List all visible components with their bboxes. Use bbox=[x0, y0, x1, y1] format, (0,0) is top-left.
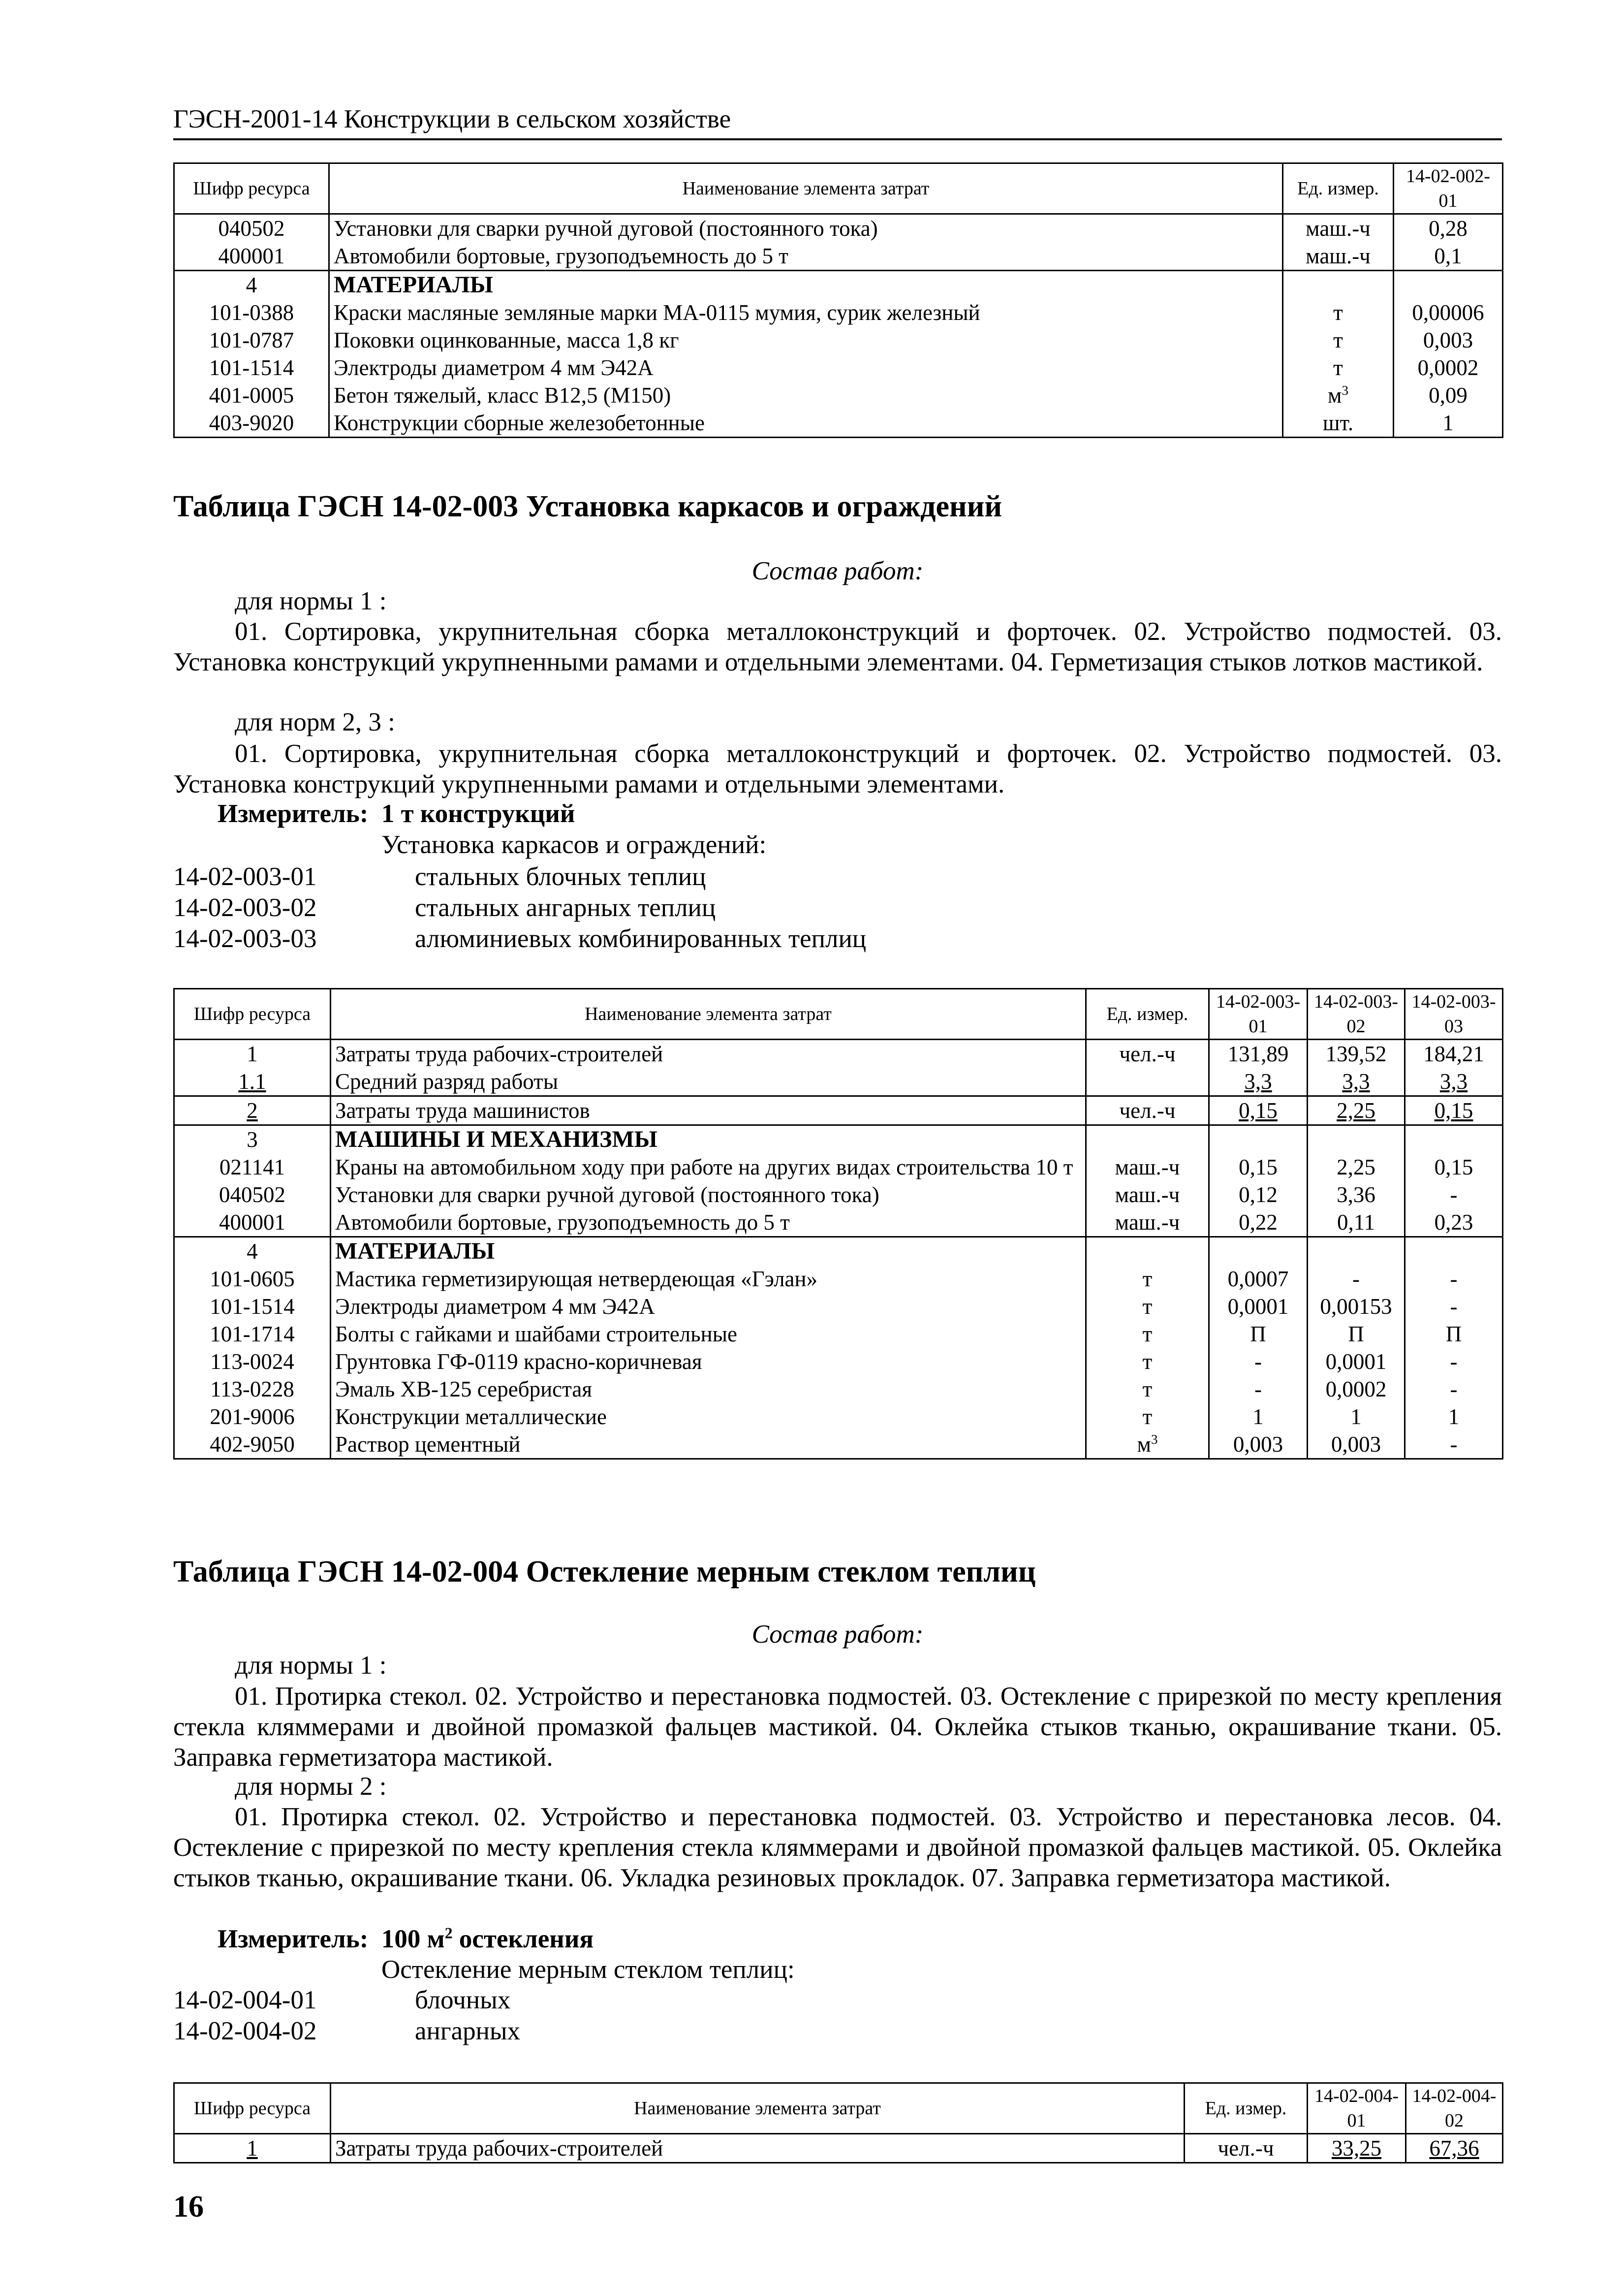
norm-value: 1 bbox=[1394, 409, 1503, 438]
resource-name: Средний разряд работы bbox=[331, 1068, 1086, 1096]
unit: маш.-ч bbox=[1086, 1208, 1209, 1237]
resource-code: 403-9020 bbox=[174, 409, 329, 438]
table-row bbox=[174, 1153, 1503, 1181]
resource-name: Бетон тяжелый, класс В12,5 (М150) bbox=[329, 382, 1283, 409]
norm-value: 3,3 bbox=[1308, 1068, 1405, 1096]
norm-name: стальных блочных теплиц bbox=[415, 862, 706, 891]
norm-value: - bbox=[1209, 1348, 1308, 1375]
resource-name: Автомобили бортовые, грузоподъемность до 5 т bbox=[331, 1208, 1086, 1237]
resource-name: Автомобили бортовые, грузоподъемность до 5 т bbox=[329, 242, 1283, 271]
table-row bbox=[174, 1348, 1503, 1375]
col-header-norm: 14-02-002-01 bbox=[1394, 163, 1503, 214]
table-header-row bbox=[174, 163, 1503, 214]
norm-value: 3,3 bbox=[1209, 1068, 1308, 1096]
unit: маш.-ч bbox=[1283, 214, 1394, 243]
norm-value: 0,22 bbox=[1209, 1208, 1308, 1237]
norm-label: для нормы 1 : bbox=[235, 587, 387, 615]
meter bbox=[218, 798, 575, 829]
resource-name: Поковки оцинкованные, масса 1,8 кг bbox=[329, 326, 1283, 354]
unit: т bbox=[1086, 1403, 1209, 1431]
table-header-row bbox=[174, 989, 1503, 1040]
norm-value: - bbox=[1405, 1293, 1503, 1320]
norm-value: 67,36 bbox=[1406, 2134, 1503, 2163]
table-row bbox=[174, 354, 1503, 382]
norm-value: 0,15 bbox=[1209, 1153, 1308, 1181]
resource-table-14-02-003 bbox=[173, 988, 1503, 1460]
norm-value: 3,3 bbox=[1405, 1068, 1503, 1096]
norm-value: П bbox=[1209, 1320, 1308, 1348]
running-header: ГЭСН-2001-14 Конструкции в сельском хозяйстве bbox=[173, 105, 731, 133]
meter-label: Измеритель: bbox=[218, 799, 369, 828]
col-header-name: Наименование элемента затрат bbox=[329, 163, 1283, 214]
resource-code: 402-9050 bbox=[174, 1431, 331, 1459]
meter-value: 100 м bbox=[381, 1925, 445, 1953]
norm-value bbox=[1405, 1125, 1503, 1154]
norm-value: 0,23 bbox=[1405, 1208, 1503, 1237]
unit: маш.-ч bbox=[1086, 1181, 1209, 1208]
col-header-norm: 14-02-004-02 bbox=[1406, 2083, 1503, 2134]
table-row bbox=[174, 1375, 1503, 1403]
unit: чел.-ч bbox=[1086, 1040, 1209, 1068]
norm-value: 0,003 bbox=[1209, 1431, 1308, 1459]
resource-name: Электроды диаметром 4 мм Э42А bbox=[329, 354, 1283, 382]
norm-value bbox=[1308, 1237, 1405, 1266]
col-header-unit: Ед. измер. bbox=[1185, 2083, 1308, 2134]
col-header-name: Наименование элемента затрат bbox=[331, 2083, 1185, 2134]
table-row bbox=[174, 1320, 1503, 1348]
norm-value: 1 bbox=[1209, 1403, 1308, 1431]
table-row bbox=[174, 242, 1503, 271]
unit: т bbox=[1086, 1265, 1209, 1293]
unit: т bbox=[1086, 1348, 1209, 1375]
norm-value: - bbox=[1405, 1348, 1503, 1375]
resource-name: МАШИНЫ И МЕХАНИЗМЫ bbox=[331, 1125, 1086, 1154]
unit bbox=[1086, 1431, 1209, 1459]
resource-name: Краны на автомобильном ходу при работе на других видах строительства 10 т bbox=[331, 1153, 1086, 1181]
resource-code: 101-0605 bbox=[174, 1265, 331, 1293]
section-title: Таблица ГЭСН 14-02-003 Установка каркасов и ограждений bbox=[173, 490, 1002, 523]
unit bbox=[1086, 1237, 1209, 1266]
col-header-code: Шифр ресурса bbox=[174, 163, 329, 214]
resource-code: 101-0787 bbox=[174, 326, 329, 354]
group-title: Остекление мерным стеклом теплиц: bbox=[381, 1955, 795, 1984]
col-header-norm: 14-02-003-01 bbox=[1209, 989, 1308, 1040]
resource-name: Установки для сварки ручной дуговой (постоянного тока) bbox=[331, 1181, 1086, 1208]
meter-label: Измеритель: bbox=[218, 1925, 369, 1953]
col-header-norm: 14-02-003-02 bbox=[1308, 989, 1405, 1040]
resource-code: 3 bbox=[174, 1125, 331, 1154]
unit-superscript: 3 bbox=[1151, 1432, 1158, 1447]
resource-table-14-02-004 bbox=[173, 2082, 1503, 2163]
resource-code: 1 bbox=[174, 2134, 331, 2163]
norm-value bbox=[1308, 1125, 1405, 1154]
resource-code: 4 bbox=[174, 271, 329, 299]
unit: т bbox=[1086, 1320, 1209, 1348]
norm-value: 0,00153 bbox=[1308, 1293, 1405, 1320]
resource-code: 113-0024 bbox=[174, 1348, 331, 1375]
col-header-norm: 14-02-004-01 bbox=[1308, 2083, 1406, 2134]
page-number: 16 bbox=[173, 2190, 204, 2224]
table-row bbox=[174, 1403, 1503, 1431]
unit bbox=[1283, 382, 1394, 409]
norm-value: 0,003 bbox=[1394, 326, 1503, 354]
norm-label: для нормы 1 : bbox=[235, 1651, 387, 1680]
table-header-row bbox=[174, 2083, 1503, 2134]
norm-value: 0,0002 bbox=[1308, 1375, 1405, 1403]
resource-code: 4 bbox=[174, 1237, 331, 1266]
norm-value: 1 bbox=[1308, 1403, 1405, 1431]
norm-value: 0,12 bbox=[1209, 1181, 1308, 1208]
table-row bbox=[174, 1208, 1503, 1237]
norm-name: блочных bbox=[415, 1986, 511, 2014]
table-row bbox=[174, 382, 1503, 409]
composition-heading: Состав работ: bbox=[751, 1620, 924, 1649]
table-row bbox=[174, 1237, 1503, 1266]
meter bbox=[218, 1924, 593, 1954]
norm-value: 0,11 bbox=[1308, 1208, 1405, 1237]
resource-name: Краски масляные земляные марки МА-0115 мумия, сурик железный bbox=[329, 299, 1283, 326]
col-header-code: Шифр ресурса bbox=[174, 989, 331, 1040]
norm-value: 1 bbox=[1405, 1403, 1503, 1431]
norm-value bbox=[1394, 271, 1503, 299]
norm-value: 131,89 bbox=[1209, 1040, 1308, 1068]
group-title: Установка каркасов и ограждений: bbox=[381, 830, 767, 859]
resource-code: 1 bbox=[174, 1040, 331, 1068]
resource-code: 101-0388 bbox=[174, 299, 329, 326]
col-header-name: Наименование элемента затрат bbox=[331, 989, 1086, 1040]
resource-code: 040502 bbox=[174, 214, 329, 243]
norm-value: 0,00006 bbox=[1394, 299, 1503, 326]
norm-value: - bbox=[1308, 1265, 1405, 1293]
resource-name: Раствор цементный bbox=[331, 1431, 1086, 1459]
unit bbox=[1086, 1068, 1209, 1096]
resource-name: МАТЕРИАЛЫ bbox=[331, 1237, 1086, 1266]
norm-code: 14-02-003-01 bbox=[173, 862, 317, 891]
norm-value bbox=[1209, 1125, 1308, 1154]
norm-value: 3,36 bbox=[1308, 1181, 1405, 1208]
table-row bbox=[174, 1265, 1503, 1293]
table-row bbox=[174, 326, 1503, 354]
table-row bbox=[174, 1096, 1503, 1125]
section-title: Таблица ГЭСН 14-02-004 Остекление мерным стеклом теплиц bbox=[173, 1555, 1036, 1589]
table-row bbox=[174, 1181, 1503, 1208]
norm-value: П bbox=[1308, 1320, 1405, 1348]
table-row bbox=[174, 299, 1503, 326]
unit: шт. bbox=[1283, 409, 1394, 438]
resource-code: 040502 bbox=[174, 1181, 331, 1208]
norm-value: - bbox=[1405, 1431, 1503, 1459]
norm-value bbox=[1405, 1237, 1503, 1266]
norm-text: 01. Сортировка, укрупнительная сборка металлоконструкций и форточек. 02. Устройство подмостей. 03. Установка конструкций укрупненными рамами и отдельными элементами. 04. Герметизация стыков лотков мастикой. bbox=[173, 617, 1502, 676]
table-row bbox=[174, 1431, 1503, 1459]
table-row bbox=[174, 214, 1503, 243]
col-header-unit: Ед. измер. bbox=[1086, 989, 1209, 1040]
unit bbox=[1283, 271, 1394, 299]
meter-tail: остекления bbox=[459, 1925, 594, 1953]
unit-text: м bbox=[1137, 1432, 1151, 1457]
norm-value: 0,0007 bbox=[1209, 1265, 1308, 1293]
unit bbox=[1086, 1125, 1209, 1154]
resource-name: МАТЕРИАЛЫ bbox=[329, 271, 1283, 299]
unit: т bbox=[1283, 354, 1394, 382]
resource-name: Грунтовка ГФ-0119 красно-коричневая bbox=[331, 1348, 1086, 1375]
norm-name: ангарных bbox=[415, 2017, 521, 2045]
meter-value: 1 т конструкций bbox=[381, 799, 575, 828]
resource-code: 201-9006 bbox=[174, 1403, 331, 1431]
norm-value: П bbox=[1405, 1320, 1503, 1348]
resource-code: 401-0005 bbox=[174, 382, 329, 409]
norm-value: 0,15 bbox=[1405, 1153, 1503, 1181]
norm-value: 0,0001 bbox=[1308, 1348, 1405, 1375]
norm-value: 2,25 bbox=[1308, 1153, 1405, 1181]
unit: чел.-ч bbox=[1185, 2134, 1308, 2163]
resource-name: Эмаль ХВ-125 серебристая bbox=[331, 1375, 1086, 1403]
resource-code: 101-1714 bbox=[174, 1320, 331, 1348]
resource-name: Установки для сварки ручной дуговой (постоянного тока) bbox=[329, 214, 1283, 243]
table-row bbox=[174, 1293, 1503, 1320]
norm-value: 0,0001 bbox=[1209, 1293, 1308, 1320]
resource-name: Затраты труда рабочих-строителей bbox=[331, 2134, 1185, 2163]
col-header-norm: 14-02-003-03 bbox=[1405, 989, 1503, 1040]
table-row bbox=[174, 1040, 1503, 1068]
norm-value: 0,003 bbox=[1308, 1431, 1405, 1459]
table-row bbox=[174, 2134, 1503, 2163]
table-row bbox=[174, 1125, 1503, 1154]
resource-name: Конструкции сборные железобетонные bbox=[329, 409, 1283, 438]
col-header-unit: Ед. измер. bbox=[1283, 163, 1394, 214]
resource-code: 101-1514 bbox=[174, 1293, 331, 1320]
resource-code: 021141 bbox=[174, 1153, 331, 1181]
norm-value: 0,1 bbox=[1394, 242, 1503, 271]
norm-value: 33,25 bbox=[1308, 2134, 1406, 2163]
norm-name: алюминиевых комбинированных теплиц bbox=[415, 924, 867, 953]
norm-value: 0,15 bbox=[1209, 1096, 1308, 1125]
unit: маш.-ч bbox=[1086, 1153, 1209, 1181]
norm-value: - bbox=[1405, 1375, 1503, 1403]
table-row bbox=[174, 409, 1503, 438]
norm-value: 139,52 bbox=[1308, 1040, 1405, 1068]
norm-value: 0,09 bbox=[1394, 382, 1503, 409]
norm-value: - bbox=[1405, 1181, 1503, 1208]
unit-superscript: 3 bbox=[1342, 383, 1348, 398]
table-row bbox=[174, 271, 1503, 299]
unit: т bbox=[1086, 1293, 1209, 1320]
norm-text: 01. Сортировка, укрупнительная сборка металлоконструкций и форточек. 02. Устройство подмостей. 03. Установка конструкций укрупненными рамами и отдельными элементами. bbox=[173, 739, 1502, 798]
resource-code: 2 bbox=[174, 1096, 331, 1125]
norm-text: 01. Протирка стекол. 02. Устройство и перестановка подмостей. 03. Остекление с прирезкой по месту крепления стекла кляммерами и двойной промазкой фальцев мастикой. 04. Оклейка стыков тканью, окрашивание ткани. 05. Заправка герметизатора мастикой. bbox=[173, 1682, 1502, 1772]
col-header-code: Шифр ресурса bbox=[174, 2083, 331, 2134]
norm-code: 14-02-004-01 bbox=[173, 1986, 317, 2014]
norm-value bbox=[1209, 1237, 1308, 1266]
norm-code: 14-02-003-02 bbox=[173, 893, 317, 922]
resource-name: Затраты труда машинистов bbox=[331, 1096, 1086, 1125]
table-row bbox=[174, 1068, 1503, 1096]
norm-label: для норм 2, 3 : bbox=[235, 708, 395, 736]
norm-value: - bbox=[1405, 1265, 1503, 1293]
norm-name: стальных ангарных теплиц bbox=[415, 893, 716, 922]
norm-value: 0,0002 bbox=[1394, 354, 1503, 382]
unit: т bbox=[1086, 1375, 1209, 1403]
norm-value: 0,28 bbox=[1394, 214, 1503, 243]
norm-code: 14-02-004-02 bbox=[173, 2017, 317, 2045]
resource-table-14-02-002 bbox=[173, 162, 1503, 438]
resource-code: 113-0228 bbox=[174, 1375, 331, 1403]
resource-name: Мастика герметизирующая нетвердеющая «Гэлан» bbox=[331, 1265, 1086, 1293]
norm-label: для нормы 2 : bbox=[235, 1772, 387, 1801]
resource-code: 400001 bbox=[174, 1208, 331, 1237]
resource-name: Затраты труда рабочих-строителей bbox=[331, 1040, 1086, 1068]
composition-heading: Состав работ: bbox=[751, 557, 924, 585]
norm-value: 2,25 bbox=[1308, 1096, 1405, 1125]
unit: маш.-ч bbox=[1283, 242, 1394, 271]
norm-value: - bbox=[1209, 1375, 1308, 1403]
norm-value: 184,21 bbox=[1405, 1040, 1503, 1068]
resource-name: Электроды диаметром 4 мм Э42А bbox=[331, 1293, 1086, 1320]
norm-code: 14-02-003-03 bbox=[173, 924, 317, 953]
resource-name: Болты с гайками и шайбами строительные bbox=[331, 1320, 1086, 1348]
meter-superscript: 2 bbox=[444, 1924, 453, 1942]
resource-code: 101-1514 bbox=[174, 354, 329, 382]
unit: чел.-ч bbox=[1086, 1096, 1209, 1125]
resource-name: Конструкции металлические bbox=[331, 1403, 1086, 1431]
unit-text: м bbox=[1328, 383, 1342, 408]
unit: т bbox=[1283, 326, 1394, 354]
resource-code: 1.1 bbox=[174, 1068, 331, 1096]
norm-value: 0,15 bbox=[1405, 1096, 1503, 1125]
resource-code: 400001 bbox=[174, 242, 329, 271]
norm-text: 01. Протирка стекол. 02. Устройство и перестановка подмостей. 03. Устройство и перестановка лесов. 04. Остекление с прирезкой по месту крепления стекла кляммерами и двойной промазкой фальцев мастикой. 05. Оклейка стыков тканью, окрашивание ткани. 06. Укладка резиновых прокладок. 07. Заправка герметизатора мастикой. bbox=[173, 1803, 1502, 1892]
unit: т bbox=[1283, 299, 1394, 326]
header-rule bbox=[173, 138, 1502, 140]
